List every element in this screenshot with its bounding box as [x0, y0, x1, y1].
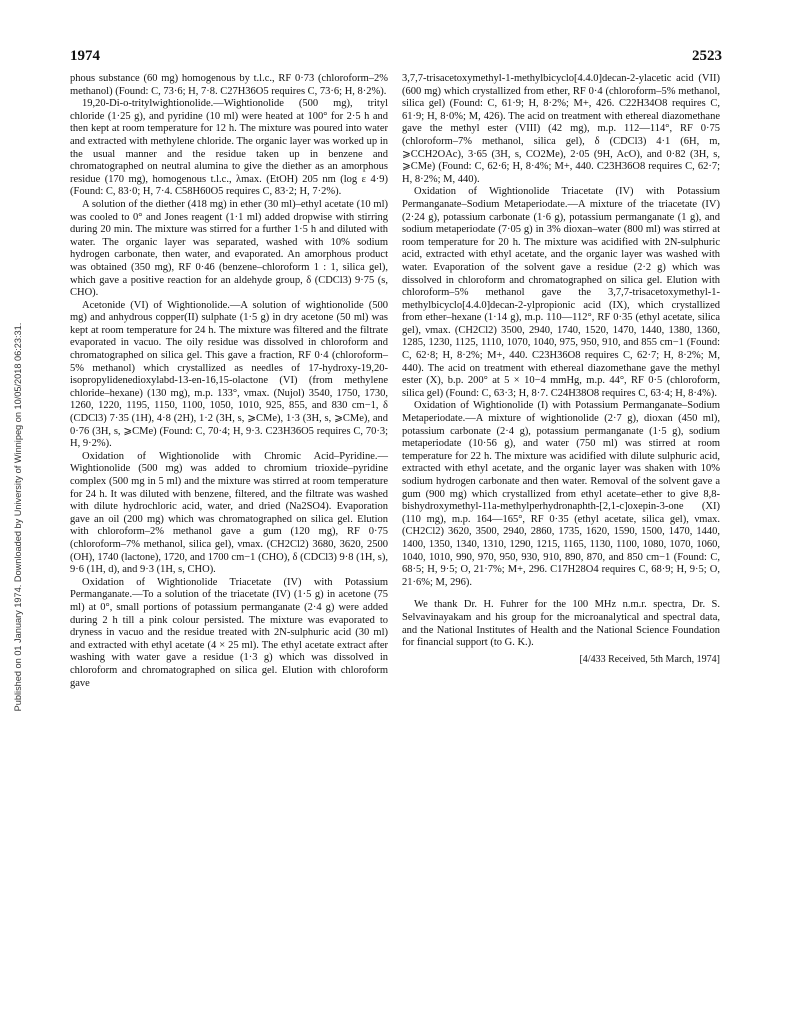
acknowledgement: We thank Dr. H. Fuhrer for the 100 MHz n.m.r. spectra, Dr. S. Selvavinayakam and his group for the microanalytical and spectral data, and the National Institutes of Health and the National Science Foundation for financial support (to G. K.).: [402, 599, 720, 649]
right-column: [402, 73, 720, 666]
paragraph: Oxidation of Wightionolide Triacetate (IV) with Potassium Permanganate.—To a solution of the triacetate (IV) (1·5 g) in acetone (75 ml) at 0°, small portions of potassium permanganate (2·4 g) were added during 2 h till a pink colour persisted. The mixture was evaporated to dryness in vacuo and the residue treated with 2N-sulphuric acid (30 ml) and extracted with ethyl acetate (4 × 25 ml). The ethyl acetate extract after washing with water gave a residue (1·3 g) which was dissolved in chloroform and chromatographed on silica gel. Elution with chloroform gave: [70, 576, 388, 689]
received-date: [4/433 Received, 5th March, 1974]: [579, 653, 720, 665]
paragraph: phous substance (60 mg) homogenous by t.l.c., RF 0·73 (chloroform–2% methanol) (Found: C, 73·6; H, 7·8. C27H36O5 requires C, 73·6; H, 8·2%).: [70, 73, 388, 97]
paragraph: Oxidation of Wightionolide with Chromic Acid–Pyridine.—Wightionolide (500 mg) was added to chromium trioxide–pyridine complex (500 mg in 5 ml) and the mixture was stirred at room temperature for 24 h. It was diluted with benzene, filtered, and the filtrate was washed with dilute hydrochloric acid, water, and dried (Na2SO4). Evaporation gave an oil (200 mg) which was chromatographed on silica gel. Elution with chloroform–2% methanol gave a gum (120 mg), RF 0·75 (chloroform–7% methanol, silica gel), νmax. (CH2Cl2) 3680, 3620, 2500 (OH), 1740 (lactone), 1720, and 1700 cm−1 (CHO), δ (CDCl3) 9·8 (1H, s), 9·6 (1H, d), and 9·3 (1H, s, CHO).: [70, 450, 388, 576]
download-watermark: [10, 270, 26, 770]
page-header: [70, 48, 722, 70]
paragraph: A solution of the diether (418 mg) in ether (30 ml)–ethyl acetate (10 ml) was cooled to 0° and Jones reagent (1·1 ml) added dropwise with stirring during 20 min. The mixture was stirred for a further 1·5 h and diluted with water. The organic layer was separated, washed with 10% sodium hydrogen carbonate, then water, and evaporated. An amorphous product was obtained (350 mg), RF 0·46 (benzene–chloroform 1 : 1, silica gel), which gave a positive reaction for an aldehyde group, δ (CDCl3) 9·75 (s, CHO).: [70, 198, 388, 299]
paragraph: Acetonide (VI) of Wightionolide.—A solution of wightionolide (500 mg) and anhydrous copper(II) sulphate (1·5 g) in dry acetone (50 ml) was kept at room temperature for 24 h. The mixture was filtered and the filtrate evaporated in vacuo. The oily residue was dissolved in chloroform and chromatographed on silica gel. This gave a fraction, RF 0·4 (chloroform–5% methanol) which crystallized as needles of 17-hydroxy-19,20-isopropylidenedioxylabd-13-en-16,15-olactone (VI) (from methylene chloride–hexane) (130 mg), m.p. 133°, νmax. (Nujol) 3540, 1750, 1730, 1260, 1220, 1195, 1150, 1100, 1050, 1010, 925, 855, and 830 cm−1, δ (CDCl3) 7·35 (1H), 4·8 (2H), 1·2 (3H, s, ⩾CMe), 1·3 (3H, s, ⩾CMe), and 0·76 (3H, s, ⩾CMe) (Found: C, 70·4; H, 9·3. C23H36O5 requires C, 70·3; H, 9·2%).: [70, 299, 388, 450]
paragraph: 19,20-Di-o-tritylwightionolide.—Wightionolide (500 mg), trityl chloride (1·25 g), and pyridine (10 ml) were heated at 100° for 2·5 h and then kept at room temperature for 12 h. The mixture was poured into water and extracted with methylene chloride. The organic layer was worked up in the usual manner and the residue taken up in benzene and chromatographed on neutral alumina to give the diether as an amorphous residue (170 mg), homogenous t.l.c., λmax. (EtOH) 205 nm (log ε 4·9) (Found: C, 83·0; H, 7·4. C58H60O5 requires C, 83·2; H, 7·2%).: [70, 98, 388, 198]
left-column: [70, 73, 388, 690]
page-number: 2523: [692, 48, 722, 64]
paragraph: Oxidation of Wightionolide (I) with Potassium Permanganate–Sodium Metaperiodate.—A mixture of wightionolide (2·7 g), dioxan (450 ml), potassium carbonate (2·4 g), potassium permanganate (1·5 g), sodium metaperiodate (10·56 g), and water (750 ml) was stirred at room temperature for 22 h. The mixture was acidified with dilute sulphuric acid, extracted with ethyl acetate, and the organic layer was shaken with 10% sodium hydrogen carbonate and then water. Removal of the solvent gave a gum (900 mg) which crystallized from ethyl acetate–ether to give 8,8-bishydroxymethyl-11a-methylperhydronaphth-[2,1-c]oxepin-3-one (XI) (110 mg), m.p. 164—165°, RF 0·35 (ethyl acetate, silica gel), νmax. (CH2Cl2) 3620, 3500, 2940, 2860, 1735, 1620, 1590, 1500, 1470, 1440, 1400, 1350, 1340, 1310, 1290, 1215, 1165, 1130, 1100, 1080, 1070, 1060, 1040, 1010, 990, 970, 950, 930, 910, 890, 870, and 850 cm−1 (Found: C, 68·5; H, 9·5; O, 21·7%; M+, 296. C17H28O4 requires C, 68·9; H, 9·5; O, 21·6%; M, 296).: [402, 400, 720, 588]
journal-year: 1974: [70, 48, 100, 64]
watermark-text: Published on 01 January 1974. Downloaded by University of Winnipeg on 10/05/2018 06:23:31.: [13, 322, 23, 712]
paragraph: 3,7,7-trisacetoxymethyl-1-methylbicyclo[4.4.0]decan-2-ylacetic acid (VII) (600 mg) which crystallized from ether, RF 0·4 (chloroform–5% methanol, silica gel) (Found: C, 61·9; H, 8·2%; M+, 426. C22H34O8 requires C, 61·9; H, 8·0%; M, 426). The acid on treatment with ethereal diazomethane gave the methyl ester (VIII) (42 mg), m.p. 112—114°, RF 0·75 (chloroform–7% methanol, silica gel), δ (CDCl3) 4·1 (6H, m, ⩾CCH2OAc), 3·65 (3H, s, CO2Me), 2·05 (9H, AcO), and 0·82 (3H, s, ⩾CMe) (Found: C, 62·6; H, 8·4%; M+, 440. C23H36O8 requires C, 62·7; H, 8·2%; M, 440).: [402, 73, 720, 185]
paragraph: Oxidation of Wightionolide Triacetate (IV) with Potassium Permanganate–Sodium Metaperiodate.—A mixture of the triacetate (IV) (2·24 g), potassium carbonate (1·6 g), potassium permanganate (1 g), and sodium metaperiodate (7·05 g) in 3% dioxan–water (800 ml) was stirred at room temperature for 20 h. The mixture was acidified with 2N-sulphuric acid, extracted with ethyl acetate, and the organic layer was washed with water. Evaporation of the solvent gave a residue (2·2 g) which was dissolved in chloroform and chromatographed on silica gel. Elution with chloroform–5% methanol gave the 3,7,7-trisacetoxymethyl-1-methylbicyclo[4.4.0]decan-2-ylpropionic acid (IX), which crystallized from ether–hexane (1·14 g), m.p. 110—112°, RF 0·35 (ethyl acetate, silica gel), νmax. (CH2Cl2) 3500, 2940, 1740, 1520, 1470, 1440, 1380, 1360, 1285, 1230, 1125, 1110, 1070, 1040, 975, 950, 910, and 855 cm−1 (Found: C, 62·8; H, 8·2%; M+, 440. C23H36O8 requires C, 62·7; H, 8·2%; M, 440). The acid on treatment with ethereal diazomethane gave the methyl ester (X), b.p. 200° at 5 × 10−4 mmHg, m.p. 44°, RF 0·5 (chloroform, silica gel) (Found: C, 63·3; H, 8·7. C24H38O8 requires C, 63·4; H, 8·4%).: [402, 186, 720, 399]
